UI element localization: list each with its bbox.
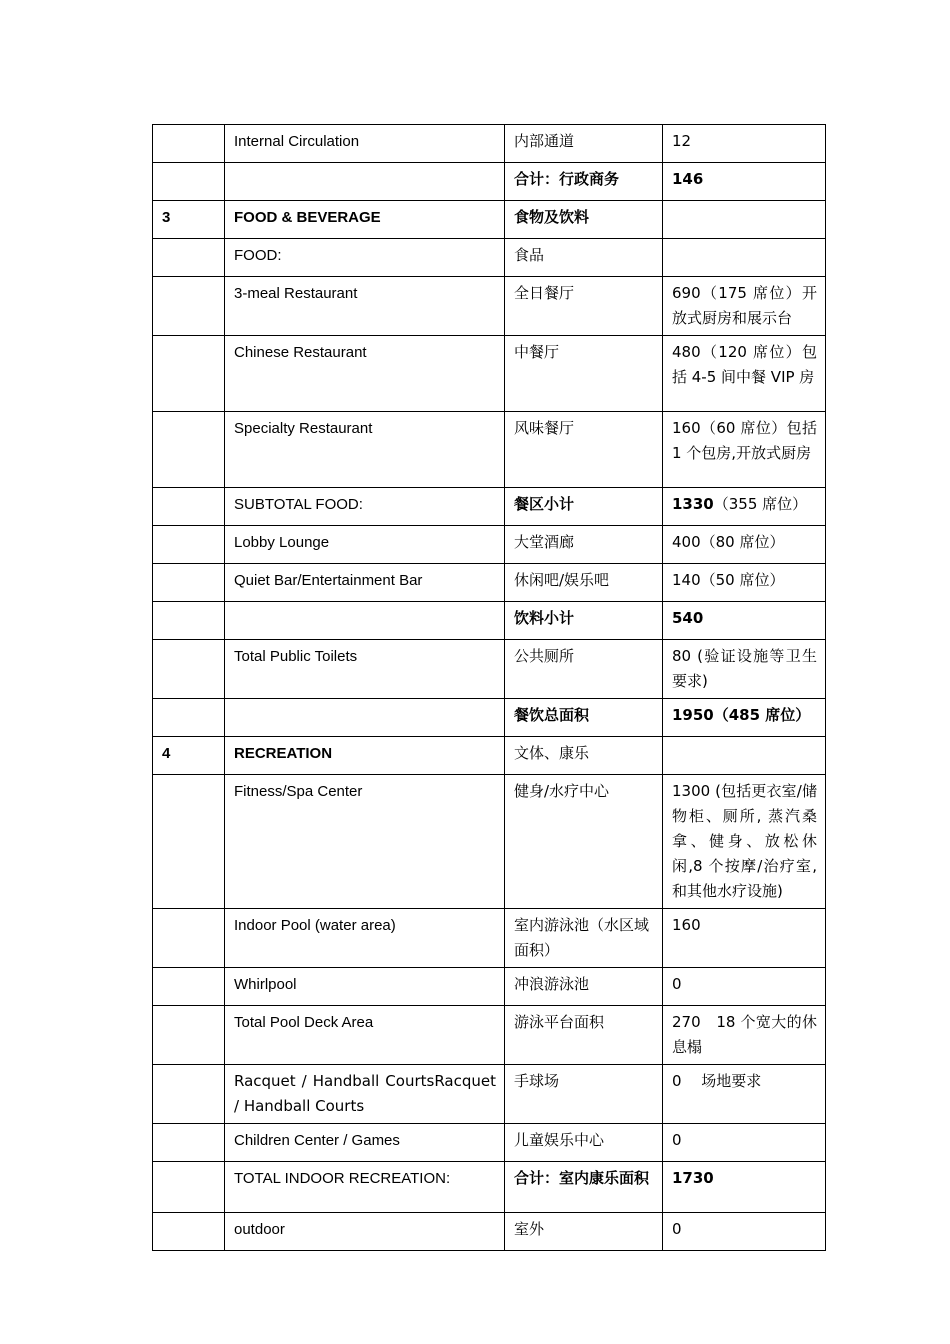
row-number xyxy=(153,640,225,699)
row-number xyxy=(153,602,225,640)
item-name-en: Children Center / Games xyxy=(225,1124,505,1162)
row-number xyxy=(153,699,225,737)
subtotal-area-value: 1330 xyxy=(672,495,714,513)
row-number xyxy=(153,564,225,602)
section-title-en: FOOD & BEVERAGE xyxy=(225,201,505,239)
item-name-cn: 冲浪游泳池 xyxy=(505,968,663,1006)
total-label: 合计：室内康乐面积 xyxy=(505,1162,663,1213)
item-area xyxy=(663,737,826,775)
item-name-cn: 休闲吧/娱乐吧 xyxy=(505,564,663,602)
item-name-en: Indoor Pool (water area) xyxy=(225,909,505,968)
row-number xyxy=(153,163,225,201)
table-row xyxy=(153,968,826,1006)
subtotal-seats: （355 席位） xyxy=(713,495,808,513)
table-row xyxy=(153,277,826,336)
table-row xyxy=(153,239,826,277)
table-row xyxy=(153,526,826,564)
subtotal-area: 540 xyxy=(663,602,826,640)
item-name-cn: 室外 xyxy=(505,1213,663,1251)
table-row xyxy=(153,125,826,163)
section-number: 4 xyxy=(153,737,225,775)
table-row xyxy=(153,775,826,909)
total-label-en: TOTAL INDOOR RECREATION: xyxy=(225,1162,505,1213)
item-area: 400（80 席位） xyxy=(663,526,826,564)
item-name-en xyxy=(225,163,505,201)
item-name-en xyxy=(225,602,505,640)
row-number xyxy=(153,239,225,277)
total-area: 1730 xyxy=(663,1162,826,1213)
table-row xyxy=(153,1124,826,1162)
subtotal-label-en: SUBTOTAL FOOD: xyxy=(225,488,505,526)
table-row xyxy=(153,602,826,640)
item-name-cn: 儿童娱乐中心 xyxy=(505,1124,663,1162)
total-area: 1950（485 席位） xyxy=(663,699,826,737)
item-name-en: Fitness/Spa Center xyxy=(225,775,505,909)
item-name-en: Chinese Restaurant xyxy=(225,336,505,412)
item-name-en: FOOD: xyxy=(225,239,505,277)
row-number xyxy=(153,775,225,909)
row-number xyxy=(153,488,225,526)
table-row xyxy=(153,1213,826,1251)
item-name-en: Whirlpool xyxy=(225,968,505,1006)
item-name-cn: 中餐厅 xyxy=(505,336,663,412)
item-area: 0 xyxy=(663,1213,826,1251)
item-name-en: Specialty Restaurant xyxy=(225,412,505,488)
item-name-cn: 全日餐厅 xyxy=(505,277,663,336)
item-area: 1300 (包括更衣室/储物柜、厕所, 蒸汽桑拿、健身、放松休闲,8 个按摩/治疗室,和其他水疗设施) xyxy=(663,775,826,909)
subtotal-label: 合计：行政商务 xyxy=(505,163,663,201)
section-header-row xyxy=(153,201,826,239)
row-number xyxy=(153,909,225,968)
row-number xyxy=(153,125,225,163)
row-number xyxy=(153,1006,225,1065)
row-number xyxy=(153,336,225,412)
item-area: 0 xyxy=(663,1124,826,1162)
item-area: 140（50 席位） xyxy=(663,564,826,602)
row-number xyxy=(153,412,225,488)
item-name-en: Total Pool Deck Area xyxy=(225,1006,505,1065)
subtotal-label: 饮料小计 xyxy=(505,602,663,640)
item-name-cn: 风味餐厅 xyxy=(505,412,663,488)
item-name-cn: 健身/水疗中心 xyxy=(505,775,663,909)
item-name-en xyxy=(225,699,505,737)
subtotal-area xyxy=(663,488,826,526)
item-name-cn: 室内游泳池（水区域面积） xyxy=(505,909,663,968)
table-row xyxy=(153,1162,826,1213)
item-area: 160（60 席位）包括 1 个包房,开放式厨房 xyxy=(663,412,826,488)
row-number xyxy=(153,1065,225,1124)
item-name-cn: 大堂酒廊 xyxy=(505,526,663,564)
table-row xyxy=(153,1006,826,1065)
table-row xyxy=(153,909,826,968)
row-number xyxy=(153,1162,225,1213)
table-row xyxy=(153,640,826,699)
item-area: 480（120 席位）包括 4-5 间中餐 VIP 房 xyxy=(663,336,826,412)
item-name-en: 3-meal Restaurant xyxy=(225,277,505,336)
section-title-cn: 食物及饮料 xyxy=(505,201,663,239)
section-number: 3 xyxy=(153,201,225,239)
item-name-en: Quiet Bar/Entertainment Bar xyxy=(225,564,505,602)
item-name-cn: 食品 xyxy=(505,239,663,277)
row-number xyxy=(153,1124,225,1162)
item-area: 12 xyxy=(663,125,826,163)
table-row xyxy=(153,163,826,201)
item-area: 160 xyxy=(663,909,826,968)
table-row xyxy=(153,412,826,488)
row-number xyxy=(153,277,225,336)
item-name-cn: 公共厕所 xyxy=(505,640,663,699)
row-number xyxy=(153,1213,225,1251)
item-area xyxy=(663,201,826,239)
item-name-cn: 内部通道 xyxy=(505,125,663,163)
table-row xyxy=(153,699,826,737)
table-row xyxy=(153,488,826,526)
row-number xyxy=(153,526,225,564)
item-name-cn: 游泳平台面积 xyxy=(505,1006,663,1065)
item-name-en: Racquet / Handball CourtsRacquet / Handball Courts xyxy=(225,1065,505,1124)
item-name-en: Total Public Toilets xyxy=(225,640,505,699)
item-name-en: outdoor xyxy=(225,1213,505,1251)
item-area: 80 (验证设施等卫生要求) xyxy=(663,640,826,699)
item-area: 0 场地要求 xyxy=(663,1065,826,1124)
item-area: 0 xyxy=(663,968,826,1006)
row-number xyxy=(153,968,225,1006)
item-name-en: Lobby Lounge xyxy=(225,526,505,564)
item-name-en: Internal Circulation xyxy=(225,125,505,163)
table-row xyxy=(153,336,826,412)
item-area: 270 18 个宽大的休息榻 xyxy=(663,1006,826,1065)
subtotal-area: 146 xyxy=(663,163,826,201)
subtotal-label: 餐区小计 xyxy=(505,488,663,526)
section-header-row xyxy=(153,737,826,775)
section-title-cn: 文体、康乐 xyxy=(505,737,663,775)
table-row xyxy=(153,564,826,602)
section-title-en: RECREATION xyxy=(225,737,505,775)
item-area: 690（175 席位）开放式厨房和展示台 xyxy=(663,277,826,336)
table-row xyxy=(153,1065,826,1124)
area-schedule-table xyxy=(152,124,826,1251)
item-area xyxy=(663,239,826,277)
item-name-cn: 手球场 xyxy=(505,1065,663,1124)
total-label: 餐饮总面积 xyxy=(505,699,663,737)
